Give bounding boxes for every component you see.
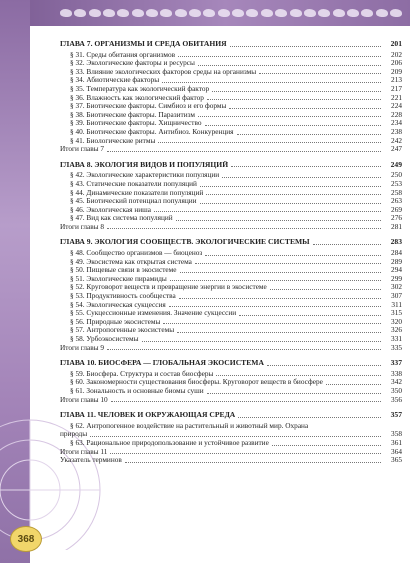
leader-dots bbox=[207, 99, 381, 100]
entry-page-number: 224 bbox=[391, 101, 402, 111]
entry-page-number: 326 bbox=[391, 325, 402, 335]
leader-dots bbox=[207, 393, 381, 394]
leader-dots bbox=[216, 375, 381, 376]
table-of-contents bbox=[60, 40, 402, 472]
chapter-summary-entry[interactable] bbox=[60, 396, 402, 405]
entry-title: § 38. Биотические факторы. Паразитизм bbox=[70, 110, 196, 119]
entry-title: § 34. Абиотические факторы bbox=[70, 76, 160, 85]
entry-page-number: 320 bbox=[391, 316, 402, 326]
chapter-block bbox=[60, 40, 402, 154]
leader-dots bbox=[237, 134, 381, 135]
leader-dots bbox=[238, 417, 381, 418]
entry-title: § 51. Экологические пирамиды bbox=[70, 274, 167, 283]
leader-dots bbox=[212, 91, 381, 92]
toc-entry[interactable] bbox=[60, 68, 402, 77]
entry-page-number: 307 bbox=[391, 291, 402, 301]
leader-dots bbox=[326, 384, 381, 385]
entry-title: § 31. Среды обитания организмов bbox=[70, 50, 176, 59]
leader-dots bbox=[107, 228, 381, 229]
toc-entry[interactable] bbox=[60, 102, 402, 111]
entry-title: § 37. Биотические факторы. Симбиоз и его формы bbox=[70, 102, 227, 111]
toc-entry[interactable] bbox=[60, 292, 402, 301]
toc-entry[interactable] bbox=[60, 283, 402, 292]
toc-entry[interactable] bbox=[60, 378, 402, 387]
entry-title: § 40. Биотические факторы. Антибиоз. Конкуренция bbox=[70, 127, 234, 136]
leader-dots bbox=[90, 436, 381, 437]
leader-dots bbox=[239, 315, 381, 316]
toc-entry[interactable] bbox=[60, 197, 402, 206]
entry-page-number: 283 bbox=[390, 237, 402, 247]
entry-title: Итоги главы 9 bbox=[60, 343, 105, 352]
toc-entry[interactable] bbox=[60, 258, 402, 267]
leader-dots bbox=[259, 73, 381, 74]
chapter-summary-entry[interactable] bbox=[60, 344, 402, 353]
entry-page-number: 213 bbox=[391, 75, 402, 85]
leader-dots bbox=[198, 116, 381, 117]
toc-entry[interactable] bbox=[60, 214, 402, 223]
entry-page-number: 311 bbox=[391, 299, 402, 309]
toc-entry[interactable] bbox=[60, 94, 402, 103]
entry-page-number: 356 bbox=[391, 394, 402, 404]
entry-page-number: 365 bbox=[391, 455, 402, 465]
entry-title: § 48. Сообщество организмов — биоценоз bbox=[70, 249, 203, 258]
entry-page-number: 357 bbox=[390, 410, 402, 420]
entry-page-number: 342 bbox=[391, 377, 402, 387]
entry-title: § 50. Пищевые связи в экосистеме bbox=[70, 266, 177, 275]
toc-entry[interactable] bbox=[60, 119, 402, 128]
entry-title: § 59. Биосфера. Структура и состав биосферы bbox=[70, 369, 214, 378]
entry-title: § 56. Природные экосистемы bbox=[70, 317, 161, 326]
entry-title: § 52. Круговорот веществ и превращение энергии в экосистеме bbox=[70, 283, 267, 292]
toc-entry[interactable] bbox=[60, 85, 402, 94]
entry-page-number: 337 bbox=[390, 358, 402, 368]
chapter-summary-entry[interactable] bbox=[60, 448, 402, 457]
page-number: 368 bbox=[17, 533, 35, 545]
leader-dots bbox=[169, 306, 381, 307]
leader-dots bbox=[111, 401, 381, 402]
entry-title: § 45. Биотический потенциал популяции bbox=[70, 197, 197, 206]
entry-title: § 39. Биотические факторы. Хищничество bbox=[70, 119, 202, 128]
toc-entry[interactable] bbox=[60, 51, 402, 60]
toc-entry[interactable] bbox=[60, 128, 402, 137]
entry-title: § 42. Экологические характеристики популяции bbox=[70, 171, 220, 180]
chapter-block bbox=[60, 411, 402, 465]
leader-dots bbox=[267, 365, 381, 366]
entry-title: § 43. Статические показатели популяций bbox=[70, 179, 197, 188]
toc-entry[interactable] bbox=[60, 180, 402, 189]
leader-dots bbox=[154, 211, 381, 212]
toc-entry[interactable] bbox=[60, 171, 402, 180]
entry-page-number: 281 bbox=[391, 221, 402, 231]
entry-page-number: 206 bbox=[391, 58, 402, 68]
leader-dots bbox=[178, 56, 381, 57]
toc-entry[interactable] bbox=[60, 111, 402, 120]
leader-dots bbox=[179, 298, 381, 299]
leader-dots bbox=[270, 289, 381, 290]
entry-page-number: 238 bbox=[391, 126, 402, 136]
entry-title: Итоги главы 10 bbox=[60, 395, 108, 404]
entry-title: § 60. Закономерности существования биосферы. Круговорот веществ в биосфере bbox=[70, 378, 323, 387]
entry-page-number: 247 bbox=[391, 144, 402, 154]
leader-dots bbox=[231, 166, 381, 167]
chapter-heading[interactable] bbox=[60, 40, 402, 49]
leader-dots bbox=[158, 142, 381, 143]
entry-title: природы bbox=[60, 430, 88, 439]
chapter-heading[interactable] bbox=[60, 238, 402, 247]
entry-page-number: 202 bbox=[391, 49, 402, 59]
entry-title: § 35. Температура как экологический фактор bbox=[70, 84, 210, 93]
entry-title: ГЛАВА 11. ЧЕЛОВЕК И ОКРУЖАЮЩАЯ СРЕДА bbox=[60, 411, 236, 420]
leader-dots bbox=[107, 349, 381, 350]
entry-page-number: 338 bbox=[391, 368, 402, 378]
entry-page-number: 209 bbox=[391, 66, 402, 76]
entry-page-number: 250 bbox=[391, 170, 402, 180]
entry-page-number: 284 bbox=[391, 248, 402, 258]
toc-entry[interactable] bbox=[60, 387, 402, 396]
leader-dots bbox=[313, 244, 381, 245]
chapter-block bbox=[60, 359, 402, 404]
entry-page-number: 276 bbox=[391, 213, 402, 223]
entry-title: Итоги главы 8 bbox=[60, 222, 105, 231]
entry-title: Указатель терминов bbox=[60, 456, 122, 465]
leader-dots bbox=[110, 453, 381, 454]
entry-title: § 47. Вид как система популяций bbox=[70, 214, 173, 223]
entry-title: § 32. Экологические факторы и ресурсы bbox=[70, 59, 195, 68]
toc-entry[interactable] bbox=[60, 335, 402, 344]
entry-page-number: 358 bbox=[391, 429, 402, 439]
toc-entry[interactable] bbox=[60, 370, 402, 379]
entry-title: § 63. Рациональное природопользование и устойчивое развитие bbox=[70, 438, 269, 447]
toc-entry[interactable] bbox=[60, 430, 402, 439]
leader-dots bbox=[163, 323, 381, 324]
entry-page-number: 217 bbox=[391, 83, 402, 93]
entry-page-number: 299 bbox=[391, 273, 402, 283]
entry-title: Итоги главы 11 bbox=[60, 447, 108, 456]
entry-title: ГЛАВА 10. БИОСФЕРА — ГЛОБАЛЬНАЯ ЭКОСИСТЕМА bbox=[60, 359, 264, 368]
leader-dots bbox=[200, 203, 381, 204]
entry-page-number: 242 bbox=[391, 135, 402, 145]
toc-entry-line[interactable] bbox=[60, 422, 402, 431]
entry-title: § 41. Биологические ритмы bbox=[70, 136, 156, 145]
chapter-heading[interactable] bbox=[60, 161, 402, 170]
entry-title: § 62. Антропогенное воздействие на растительный и животный мир. Охрана bbox=[70, 421, 309, 430]
toc-entry[interactable] bbox=[60, 309, 402, 318]
page-number-badge bbox=[10, 526, 42, 552]
entry-page-number: 201 bbox=[390, 39, 402, 48]
toc-entry[interactable] bbox=[60, 318, 402, 327]
toc-entry[interactable] bbox=[60, 137, 402, 146]
entry-title: ГЛАВА 7. ОРГАНИЗМЫ И СРЕДА ОБИТАНИЯ bbox=[60, 40, 227, 48]
leader-dots bbox=[205, 125, 381, 126]
leader-dots bbox=[162, 82, 381, 83]
entry-page-number: 253 bbox=[391, 178, 402, 188]
entry-page-number: 364 bbox=[391, 446, 402, 456]
entry-title: § 44. Динамические показатели популяций bbox=[70, 188, 204, 197]
leader-dots bbox=[222, 177, 381, 178]
entry-page-number: 315 bbox=[391, 308, 402, 318]
toc-entry[interactable] bbox=[60, 189, 402, 198]
leader-dots bbox=[195, 263, 381, 264]
entry-page-number: 350 bbox=[391, 385, 402, 395]
entry-page-number: 335 bbox=[391, 342, 402, 352]
chapter-heading[interactable] bbox=[60, 411, 402, 420]
entry-page-number: 221 bbox=[391, 92, 402, 102]
entry-title: ГЛАВА 9. ЭКОЛОГИЯ СООБЩЕСТВ. ЭКОЛОГИЧЕСКИЕ СИСТЕМЫ bbox=[60, 238, 310, 247]
leader-dots bbox=[107, 151, 381, 152]
chapter-summary-entry[interactable] bbox=[60, 145, 402, 154]
leader-dots bbox=[206, 194, 381, 195]
chapter-block bbox=[60, 238, 402, 352]
toc-entry[interactable] bbox=[60, 301, 402, 310]
leader-dots bbox=[177, 332, 381, 333]
entry-page-number: 263 bbox=[391, 196, 402, 206]
entry-title: § 33. Влияние экологических факторов среды на организмы bbox=[70, 67, 257, 76]
leader-dots bbox=[142, 341, 381, 342]
entry-title: § 49. Экосистема как открытая система bbox=[70, 257, 192, 266]
leader-dots bbox=[180, 272, 382, 273]
entry-page-number: 249 bbox=[390, 159, 402, 169]
entry-title: § 58. Урбоэкосистемы bbox=[70, 335, 139, 343]
animal-silhouettes-decoration bbox=[60, 6, 402, 20]
entry-page-number: 258 bbox=[391, 187, 402, 197]
toc-entry[interactable] bbox=[60, 249, 402, 258]
entry-page-number: 289 bbox=[391, 256, 402, 266]
entry-page-number: 234 bbox=[391, 118, 402, 128]
leader-dots bbox=[198, 65, 381, 66]
chapter-summary-entry[interactable] bbox=[60, 456, 402, 465]
toc-entry[interactable] bbox=[60, 326, 402, 335]
toc-entry[interactable] bbox=[60, 206, 402, 215]
leader-dots bbox=[176, 220, 381, 221]
toc-entry[interactable] bbox=[60, 266, 402, 275]
toc-entry[interactable] bbox=[60, 76, 402, 85]
entry-title: § 36. Влажность как экологический фактор bbox=[70, 93, 204, 102]
entry-title: § 46. Экологическая ниша bbox=[70, 205, 151, 214]
leader-dots bbox=[230, 46, 381, 47]
leader-dots bbox=[205, 255, 381, 256]
entry-page-number: 294 bbox=[391, 265, 402, 275]
entry-title: ГЛАВА 8. ЭКОЛОГИЯ ВИДОВ И ПОПУЛЯЦИЙ bbox=[60, 160, 229, 169]
leader-dots bbox=[200, 186, 381, 187]
leader-dots bbox=[272, 445, 381, 446]
entry-title: § 54. Экологическая сукцессия bbox=[70, 300, 166, 309]
leader-dots bbox=[229, 108, 381, 109]
toc-entry[interactable] bbox=[60, 59, 402, 68]
entry-page-number: 228 bbox=[391, 109, 402, 119]
leader-dots bbox=[125, 462, 381, 463]
entry-title: § 55. Сукцессионные изменения. Значение сукцессии bbox=[70, 309, 237, 318]
entry-title: Итоги главы 7 bbox=[60, 145, 105, 154]
entry-page-number: 269 bbox=[391, 204, 402, 214]
chapter-block bbox=[60, 161, 402, 232]
entry-page-number: 361 bbox=[391, 437, 402, 447]
entry-title: § 57. Антропогенные экосистемы bbox=[70, 326, 175, 335]
header-band bbox=[0, 0, 410, 26]
entry-page-number: 302 bbox=[391, 282, 402, 292]
toc-entry[interactable] bbox=[60, 275, 402, 284]
entry-title: § 53. Продуктивность сообщества bbox=[70, 292, 176, 301]
toc-entry[interactable] bbox=[60, 439, 402, 448]
leader-dots bbox=[170, 280, 381, 281]
chapter-heading[interactable] bbox=[60, 359, 402, 368]
entry-page-number: 331 bbox=[391, 334, 402, 343]
entry-title: § 61. Зональность и основные биомы суши bbox=[70, 386, 204, 395]
chapter-summary-entry[interactable] bbox=[60, 223, 402, 232]
